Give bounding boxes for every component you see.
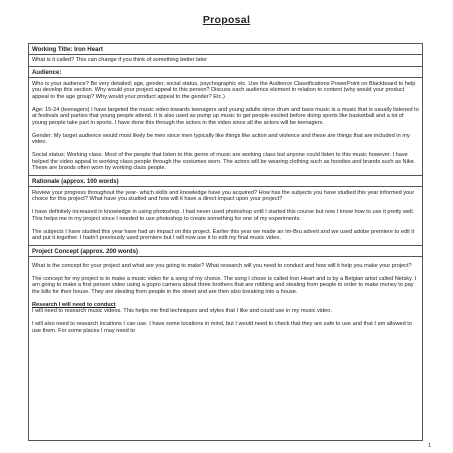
rationale-paragraph: Review your progress throughout the year- which skills and knowledge have you acquired? How has the subjects you have studied this year informed your choice for this project? What have you studied and how will it have a direct impact upon your project? bbox=[32, 189, 415, 202]
proposal-table bbox=[28, 43, 423, 441]
rationale-paragraph: I have definitely increased in knowledge in using photoshop. I had never used photoshop until I started this course but now I know how to use it pretty well. This helps me in my project since I needed to use photoshop to create something for one of my experiments. bbox=[32, 209, 415, 222]
concept-paragraph: The concept for my project is to make a music video for a song of my choice. The song I chose is called Iron Heart and is by a Belgian artist called Netsky. I am going to make a first person video using a gopro camera about three brothers that are robbing and stealing from people in order to make money to pay the bills for their house. They are stealing from people in the street and are then also breaking into a house. bbox=[32, 275, 417, 295]
concept-paragraph: What is the concept for your project and what are you going to make? What research will you need to conduct and how will it help you make your project? bbox=[32, 262, 412, 269]
rationale-heading: Rationale (approx. 100 words) bbox=[32, 177, 119, 185]
audience-paragraph: Age: 15-24 (teenagers) I have targeted the music video towards teenagers and young adults since drum and bass music is a music that is usually listened to at festivals and parties that young people attend. It is also used as pump up music to get people excited before doing sports like basketball and a lot of young people take part in sports. I have done this through the actors in the video since all the actors will be teenagers. bbox=[32, 106, 419, 126]
working-title-heading: Working Title: Iron Heart bbox=[32, 46, 103, 53]
page-title: Proposal bbox=[202, 14, 251, 26]
audience-paragraph: Gender: My target audience would most likely be men since men typically like things like action and violence and these are things that are included in my video. bbox=[32, 132, 410, 145]
rationale-section bbox=[29, 176, 422, 242]
working-title-prompt: What is it called? This can change if you think of something better later bbox=[32, 57, 207, 63]
working-title-section bbox=[29, 44, 422, 66]
research-paragraph: I will also need to research locations I can use. I have some locations in mind, but I would need to check that they are safe to use and that I am allowed to use them. For some places I may need to bbox=[32, 321, 412, 334]
audience-paragraph: Social status: Working class. Most of the people that listen to this genre of music are working class but anyone could listen to this music however. I have helped the video appeal to working class people through the costumes worn. The actors will be wearing clothing such as hoodies and brands such as Nike. These are brands often worn by working class people. bbox=[32, 152, 416, 171]
project-concept-section bbox=[29, 246, 422, 335]
rationale-paragraph: The subjects I have studied this year have had an impact on this project. Earlier this year we made an Im-Bru advert and we used adobe premiere to edit it and put it together. I hadn't previously used premiere but I will now use it to edit my final music video. bbox=[32, 228, 415, 241]
research-paragraph: I will need to research music videos. This helps me find techniques and styles that I like and could use in my music video. bbox=[32, 308, 332, 314]
page-number: 1 bbox=[427, 443, 431, 449]
project-concept-heading: Project Concept (approx. 200 words) bbox=[32, 247, 138, 255]
audience-heading: Audience: bbox=[32, 68, 62, 76]
research-subheading: Research I will need to conduct bbox=[32, 301, 116, 308]
audience-section bbox=[29, 67, 422, 172]
audience-paragraph: Who is your audience? Be very detailed; age, gender, social status, psychographic etc. Use the Audience Classifications PowerPoint on Blackboard to help you develop this section. Why would your project appeal to this person? Discuss each audience element in relation to content (why would your product appeal to the age group? Why would your product appeal to the gender? Etc.) bbox=[32, 80, 416, 100]
